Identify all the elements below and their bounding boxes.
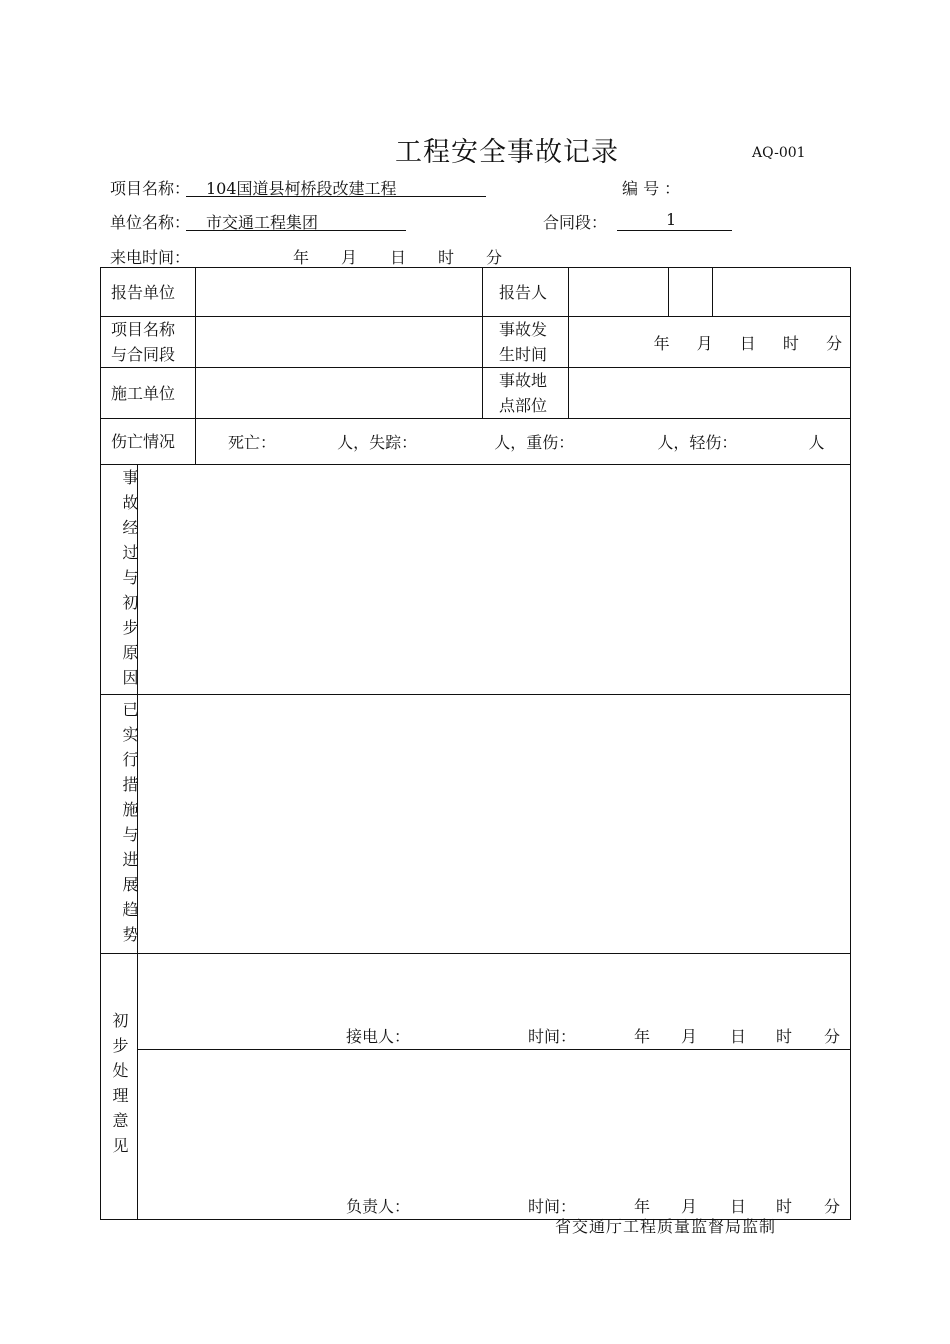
casualties-missing-label: 人，失踪： xyxy=(337,433,418,452)
preliminary-opinion-label: 初步处理意见 xyxy=(101,954,138,1220)
responsible-time-day: 日 xyxy=(730,1197,747,1216)
responsible-time-label: 时间： xyxy=(528,1197,577,1216)
contract-section-underline xyxy=(617,230,732,231)
contract-section-label: 合同段： xyxy=(543,213,608,232)
contract-section-value[interactable]: 1 xyxy=(666,210,677,229)
reporter-label: 报告人 xyxy=(483,268,569,317)
casualties-minor-label: 人，轻伤： xyxy=(657,433,738,452)
number-label: 编 号 ： xyxy=(622,179,681,198)
project-contract-label-line2: 与合同段 xyxy=(111,345,176,364)
responsible-time-month: 月 xyxy=(681,1197,698,1216)
report-unit-label: 报告单位 xyxy=(101,268,196,317)
receiver-time-minute: 分 xyxy=(824,1027,841,1046)
call-time-year: 年 xyxy=(293,248,310,267)
call-time-day: 日 xyxy=(390,248,407,267)
accident-location-label-line2: 点部位 xyxy=(499,396,548,415)
casualties-dead-label: 死亡： xyxy=(228,433,277,452)
accident-time-label-line1: 事故发 xyxy=(499,320,548,339)
form-number: AQ-001 xyxy=(752,145,806,161)
accident-time-label-line2: 生时间 xyxy=(499,345,548,364)
unit-name-value[interactable]: 市交通工程集团 xyxy=(206,213,319,232)
call-time-minute: 分 xyxy=(486,248,503,267)
project-contract-field[interactable] xyxy=(196,317,483,368)
project-contract-label-line1: 项目名称 xyxy=(111,320,176,339)
construction-unit-field[interactable] xyxy=(196,368,483,419)
report-unit-field[interactable] xyxy=(196,268,483,317)
accident-time-year: 年 xyxy=(653,333,670,353)
accident-location-label xyxy=(483,368,569,419)
accident-record-table xyxy=(100,267,851,1220)
receiver-time-label: 时间： xyxy=(528,1027,577,1046)
accident-time-field[interactable] xyxy=(569,317,851,368)
receiver-time-day: 日 xyxy=(730,1027,747,1046)
accident-process-field[interactable] xyxy=(138,465,851,695)
casualties-serious-label: 人，重伤： xyxy=(494,433,575,452)
unit-name-underline xyxy=(186,230,406,231)
responsible-time-year: 年 xyxy=(634,1197,651,1216)
measures-progress-label: 已实行措施与进展趋势 xyxy=(101,695,138,954)
casualties-field[interactable] xyxy=(196,419,851,465)
page-title: 工程安全事故记录 xyxy=(395,137,619,168)
receiver-time-month: 月 xyxy=(681,1027,698,1046)
reporter-field[interactable] xyxy=(569,268,669,317)
receiver-field[interactable] xyxy=(138,954,851,1050)
project-name-underline xyxy=(186,196,486,197)
accident-time-label xyxy=(483,317,569,368)
accident-location-field[interactable] xyxy=(569,368,851,419)
responsible-time-hour: 时 xyxy=(776,1197,793,1216)
accident-location-label-line1: 事故地 xyxy=(499,371,548,390)
measures-progress-field[interactable] xyxy=(138,695,851,954)
reporter-extra-cell-1[interactable] xyxy=(669,268,713,317)
accident-process-label: 事故经过与初步原因 xyxy=(101,465,138,695)
accident-time-day: 日 xyxy=(739,333,756,353)
construction-unit-label: 施工单位 xyxy=(101,368,196,419)
receiver-time-hour: 时 xyxy=(776,1027,793,1046)
accident-time-minute: 分 xyxy=(826,333,843,353)
accident-time-month: 月 xyxy=(696,333,713,353)
casualties-end-label: 人 xyxy=(808,433,825,452)
footer-issuer: 省交通厅工程质量监督局监制 xyxy=(555,1217,777,1236)
responsible-field[interactable] xyxy=(138,1050,851,1220)
casualties-label: 伤亡情况 xyxy=(101,419,196,465)
responsible-time-minute: 分 xyxy=(824,1197,841,1216)
project-name-value[interactable]: 104国道县柯桥段改建工程 xyxy=(206,179,397,198)
unit-name-label: 单位名称： xyxy=(110,213,191,232)
accident-time-hour: 时 xyxy=(782,333,799,353)
call-time-label: 来电时间： xyxy=(110,248,191,267)
call-time-month: 月 xyxy=(341,248,358,267)
receiver-label: 接电人： xyxy=(346,1027,411,1046)
responsible-label: 负责人： xyxy=(346,1197,411,1216)
reporter-extra-cell-2[interactable] xyxy=(713,268,851,317)
call-time-hour: 时 xyxy=(438,248,455,267)
project-name-label: 项目名称： xyxy=(110,179,191,198)
project-contract-label xyxy=(101,317,196,368)
receiver-time-year: 年 xyxy=(634,1027,651,1046)
